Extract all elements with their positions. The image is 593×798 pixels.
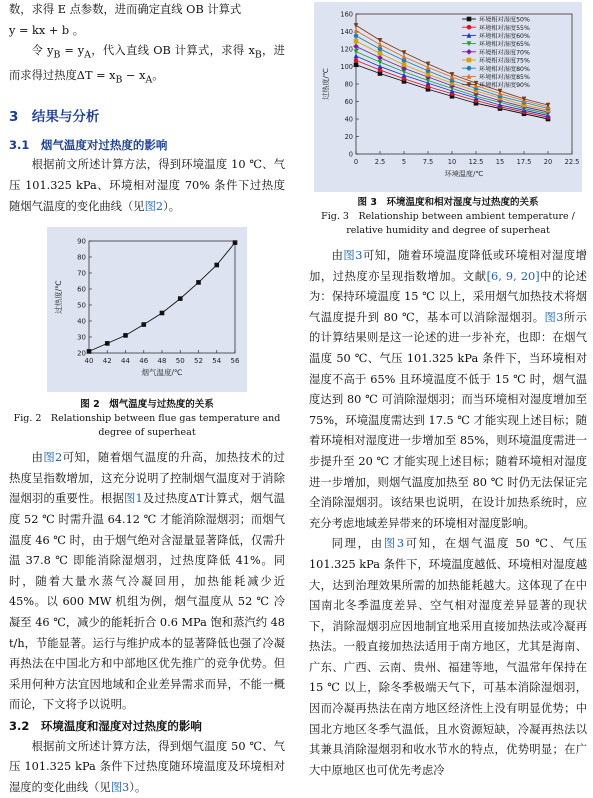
- figure-2: [47, 227, 247, 392]
- fig2-chart: [47, 227, 247, 392]
- legend-marker: [467, 58, 472, 63]
- x-tick-label: 44: [121, 357, 130, 366]
- y-tick-label: 40: [77, 317, 86, 326]
- data-point: [354, 58, 359, 63]
- x-tick-label: 54: [212, 357, 222, 366]
- x-tick-label: 17.5: [516, 158, 532, 166]
- y-tick-label: 160: [340, 10, 353, 19]
- fig3-link-4[interactable]: 图3: [383, 537, 405, 551]
- y-tick-label: 140: [340, 28, 353, 36]
- x-tick-label: 50: [175, 357, 185, 366]
- x-tick-label: 15: [495, 158, 505, 166]
- data-point: [123, 333, 128, 338]
- x-tick-label: 22.5: [564, 158, 580, 166]
- fig3-caption-zh: 图 3 环境温度和相对湿度与过热度的关系: [357, 197, 539, 208]
- fig3-caption-en-2: relative humidity and degree of superheat: [346, 225, 550, 236]
- data-point: [87, 349, 92, 354]
- y-tick-label: 100: [340, 63, 353, 71]
- y-tick-label: 30: [77, 333, 86, 342]
- x-tick-label: 52: [194, 357, 203, 366]
- data-point: [196, 280, 201, 285]
- data-point: [105, 341, 110, 346]
- left-column: [9, 0, 285, 798]
- fig2-caption-zh: 图 2 烟气温度与过热度的关系: [80, 399, 214, 411]
- section-3-1-heading: 3.1 烟气温度对过热度的影响: [9, 137, 168, 152]
- y-axis-label: 过热度/℃: [54, 280, 63, 314]
- data-point: [402, 62, 407, 67]
- legend-marker: [467, 66, 472, 71]
- legend-label: 环境相对湿度70%: [479, 49, 530, 57]
- x-tick-label: 42: [102, 357, 112, 366]
- y-tick-label: 50: [77, 301, 86, 310]
- x-tick-label: 0: [353, 158, 359, 166]
- fig1-link[interactable]: 图1: [123, 492, 143, 506]
- fig2-link[interactable]: 图2: [144, 199, 164, 213]
- fig2-caption-en-2: degree of superheat: [98, 427, 196, 439]
- y-tick-label: 0: [348, 150, 353, 159]
- y-tick-label: 80: [344, 80, 353, 89]
- y-tick-label: 80: [77, 253, 86, 262]
- legend-label: 环境相对湿度90%: [479, 82, 530, 90]
- y-tick-label: 70: [77, 269, 86, 278]
- legend-label: 环境相对湿度50%: [479, 16, 530, 24]
- right-column: [309, 0, 587, 781]
- x-tick-label: 5: [401, 158, 407, 166]
- x-tick-label: 48: [157, 357, 167, 366]
- data-point: [354, 62, 359, 67]
- para-regional: 同理，由图3可知，在烟气温度 50 ℃、气压 101.325 kPa 条件下，环境温度越低、环境相对湿度越大，达到治理效果所需的加热能耗越大。这体现了在中国南北冬季温度差异、空气相对湿度差异显著的现状下，消除湿烟羽应因地制宜地采用直接加热法或冷凝再热法。一般直接加热法适用于南方地区，尤其是海南、广东、广西、云南、贵州、福建等地，气温常年保持在 15 ℃ 以上，除冬季极端天气下，可基本消除湿烟羽，因而冷凝再热法在南方地区经济性上没有明显优势；中国北方地区冬季气温低，且水资源短缺，冷凝再热法以其兼具消除湿烟羽和收水节水的特点，优势明显；在广大中原地区也可优先考虑冷: [309, 537, 587, 777]
- x-tick-label: 56: [230, 357, 240, 366]
- data-point: [354, 34, 359, 39]
- y-tick-label: 20: [77, 349, 86, 358]
- para-continued: 数，求得 E 点参数，进而确定直线 OB 计算式: [9, 3, 242, 16]
- y-tick-label: 120: [340, 45, 353, 54]
- legend-marker: [467, 17, 472, 22]
- fig3-chart: [314, 2, 582, 192]
- y-tick-label: 90: [77, 237, 86, 246]
- x-tick-label: 20: [543, 158, 553, 166]
- x-axis-label: 环境温度/℃: [444, 169, 484, 178]
- data-point: [214, 263, 219, 268]
- y-axis-label: 过热度/℃: [321, 68, 330, 100]
- fig3-link-3[interactable]: 图3: [544, 310, 564, 324]
- fig2-caption-en-1: Fig. 2 Relationship between flue gas temperature and: [13, 413, 281, 425]
- data-point: [141, 322, 146, 327]
- figure-3: [314, 2, 582, 192]
- legend-label: 环境相对湿度85%: [479, 74, 530, 81]
- para-substitution: 令 $y_B = y_A$，代入直线 OB 计算式，求得 $x_B$，进而求得过热度$\Delta T = x_B - x_A$。: [9, 44, 285, 86]
- data-point: [160, 311, 165, 316]
- x-tick-label: 2.5: [374, 158, 386, 166]
- x-tick-label: 46: [139, 357, 149, 366]
- x-tick-label: 12.5: [468, 158, 484, 166]
- legend-label: 环境相对湿度55%: [479, 24, 530, 32]
- x-tick-label: 40: [84, 357, 94, 366]
- data-point: [354, 39, 359, 44]
- para-3-2-intro: 根据前文所述计算方法，得到烟气温度 50 ℃、气压 101.325 kPa 条件下过热度随环境温度及环境相对湿度的变化曲线（见图3）。: [9, 739, 285, 794]
- y-tick-label: 60: [77, 285, 86, 294]
- section-3-heading: 3 结果与分析: [9, 108, 100, 125]
- y-tick-label: 20: [344, 133, 353, 141]
- equation-line: y = kx + b 。: [9, 23, 85, 37]
- x-tick-label: 10: [447, 158, 457, 166]
- x-tick-label: 7.5: [422, 158, 434, 166]
- para-3-1-intro: 根据前文所述计算方法，得到环境温度 10 ℃、气压 101.325 kPa、环境相对湿度 70% 条件下过热度随烟气温度的变化曲线（见图2）。: [9, 158, 285, 213]
- fig2-link-2[interactable]: 图2: [43, 451, 63, 465]
- fig3-caption: [309, 196, 587, 238]
- section-3-2-heading: 3.2 环境温度和湿度对过热度的影响: [9, 718, 202, 733]
- data-point: [378, 51, 383, 56]
- data-point: [233, 241, 238, 246]
- data-point: [378, 47, 383, 52]
- para-fig2-analysis: 由图2可知，随着烟气温度的升高，加热技术的过热度呈指数增加，这充分说明了控制烟气温度对于消除湿烟羽的重要性。根据图1及过热度ΔT计算式，烟气温度 52 ℃ 时需升温 64.12 ℃ 才能消除湿烟羽；而烟气温度 46 ℃ 时，由于烟气绝对含湿量显著降低，仅需升温 37.8 ℃ 即能消除湿烟羽，过热度降低 41%。同时，随着大量水蒸气冷凝回用，加热能耗减少近 45%。以 600 MW 机组为例，烟气温度从 52 ℃ 冷凝至 46 ℃，减少的能耗折合 0.6 MPa 饱和蒸汽约 48 t/h，节能显著。运行与维护成本的显著降低也强了冷凝再热法在中国北方和中部地区优先推广的竞争优势。但采用何种方法宜因地域和企业差异需求而异，不能一概而论，下文将予以说明。: [9, 451, 285, 712]
- para-fig3-analysis: 由图3可知，随着环境温度降低或环境相对湿度增加，过热度亦呈现指数增加。文献[6, 9, 20]中的论述为：保持环境温度 15 ℃ 以上，采用烟气加热技术将烟气温度提升到 80 ℃，基本可以消除湿烟羽。图3所示的计算结果则是这一论述的进一步补充，也即：在烟气温度 50 ℃、气压 101.325 kPa 条件下，当环境相对湿度不高于 65% 且环境温度不低于 15 ℃ 时，烟气温度达到 80 ℃ 可消除湿烟羽；而当环境相对湿度增加至 75%，环境温度需达到 17.5 ℃ 才能实现上述目标；随着环境相对湿度进一步增加至 85%，则环境温度需进一步提升至 20 ℃ 才能实现上述目标；随着环境相对湿度进一步增加，则烟气温度加热至 80 ℃ 时仍无法保证完全消除湿烟羽。该结果也说明，在设计加热系统时，应充分考虑地域差异带来的环境相对湿度影响。: [309, 249, 587, 530]
- y-tick-label: 40: [344, 115, 353, 124]
- y-tick-label: 60: [344, 98, 353, 106]
- legend-marker: [467, 25, 472, 30]
- fig2-caption: [9, 398, 285, 440]
- reference-link[interactable]: [6, 9, 20]: [486, 269, 540, 283]
- fig3-link-2[interactable]: 图3: [343, 249, 363, 262]
- x-axis-label: 烟气温度/℃: [141, 368, 183, 378]
- fig3-link[interactable]: 图3: [110, 780, 130, 794]
- legend-label: 环境相对湿度60%: [479, 33, 530, 40]
- legend-label: 环境相对湿度65%: [479, 41, 530, 49]
- fig3-caption-en-1: Fig. 3 Relationship between ambient temperature /: [321, 211, 575, 222]
- legend-label: 环境相对湿度80%: [479, 65, 530, 73]
- data-point: [178, 297, 183, 302]
- legend-label: 环境相对湿度75%: [479, 57, 530, 65]
